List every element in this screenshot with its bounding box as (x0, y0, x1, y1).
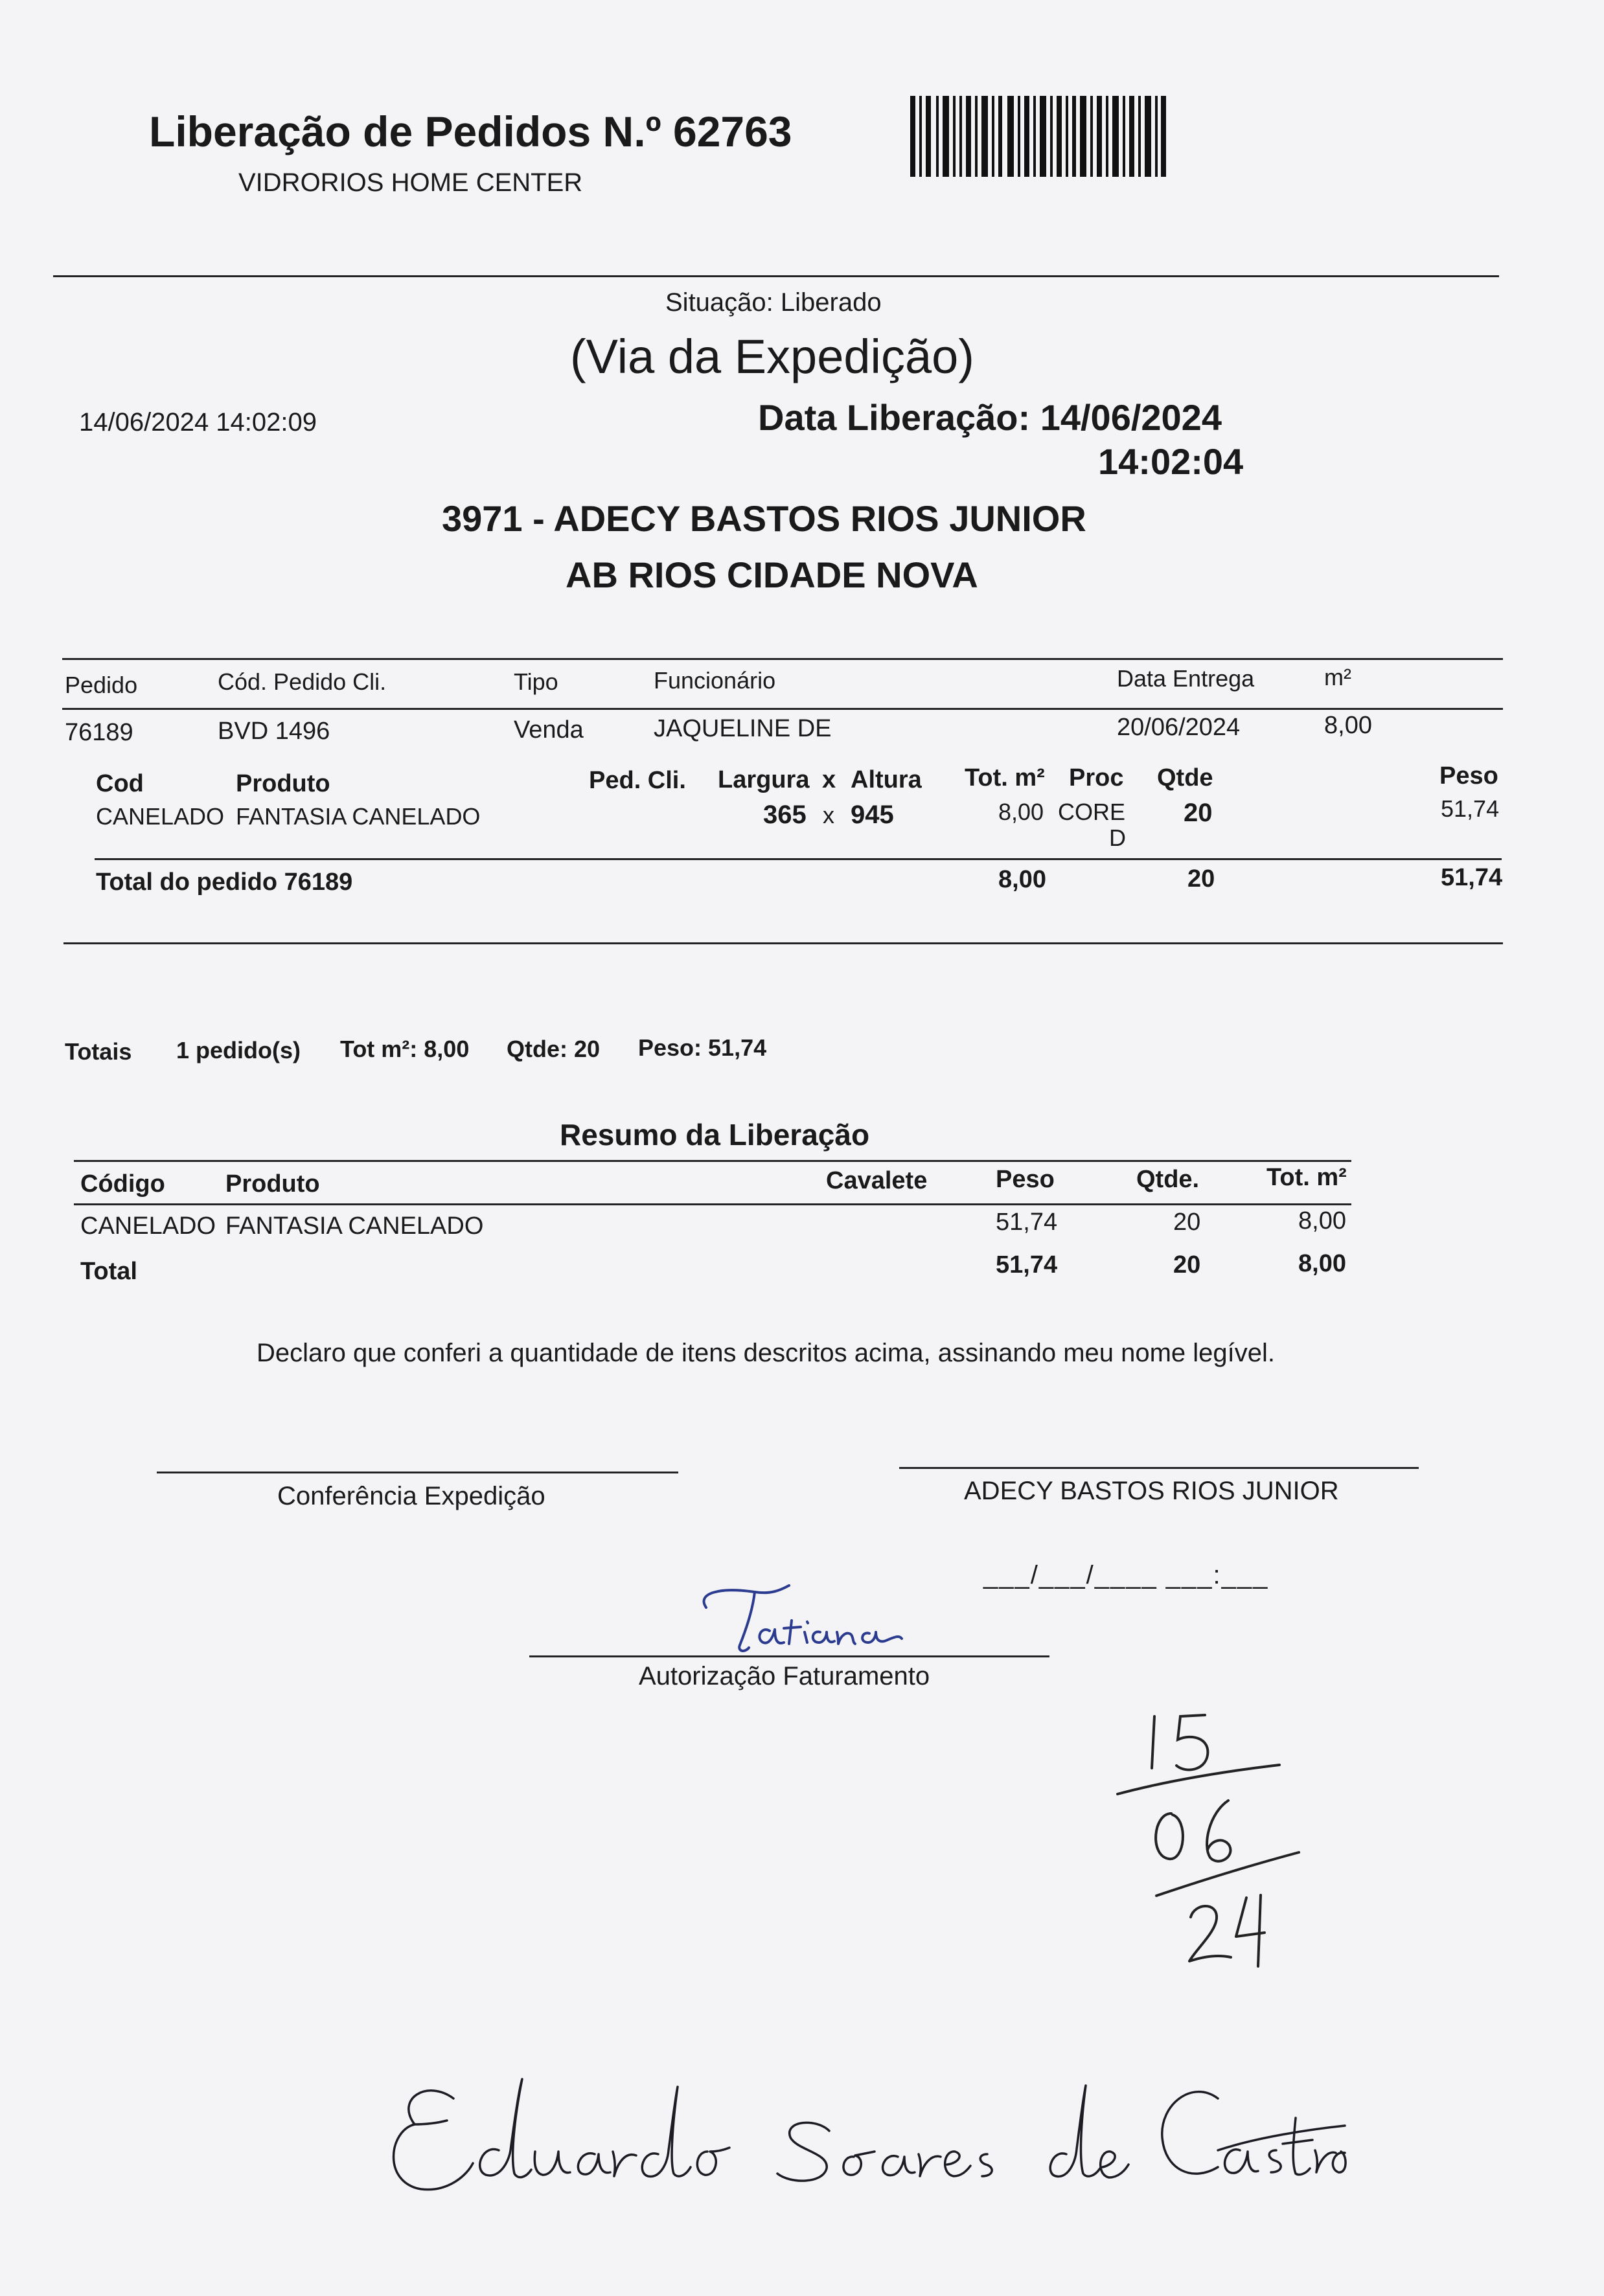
summary-col-qtde: Qtde. (1136, 1166, 1200, 1193)
order-total-label: Total do pedido 76189 (96, 869, 353, 896)
release-date: Data Liberação: 14/06/2024 (758, 397, 1222, 438)
barcode-icon (910, 96, 1166, 177)
summary-col-produto: Produto (225, 1170, 320, 1198)
summary-total-tot-m2: 8,00 (1298, 1250, 1346, 1277)
value-pedido: 76189 (65, 719, 133, 746)
client-name-label: ADECY BASTOS RIOS JUNIOR (964, 1477, 1339, 1505)
handwritten-year (1179, 1885, 1283, 1975)
totals-peso: Peso: 51,74 (638, 1034, 767, 1061)
item-altura: 945 (851, 801, 894, 829)
items-total-rule (95, 858, 1502, 860)
client-signature-line (899, 1467, 1419, 1469)
summary-codigo: CANELADO (80, 1212, 216, 1240)
order-total-qtde: 20 (1187, 865, 1215, 892)
col-funcionario: Funcionário (654, 667, 776, 694)
value-tipo: Venda (514, 716, 584, 744)
col-tipo: Tipo (514, 668, 558, 695)
totals-qtde: Qtde: 20 (507, 1036, 601, 1062)
value-funcionario: JAQUELINE DE (654, 715, 832, 742)
item-proc-cont: D (1109, 824, 1126, 851)
item-tot-m2: 8,00 (998, 799, 1044, 825)
item-x: x (823, 802, 834, 828)
item-col-ped-cli: Ped. Cli. (589, 767, 686, 794)
date-time-fill: ___/___/____ ___:___ (983, 1561, 1269, 1589)
col-data-entrega: Data Entrega (1117, 665, 1255, 692)
summary-peso: 51,74 (996, 1209, 1058, 1236)
summary-col-cavalete: Cavalete (826, 1167, 928, 1194)
value-data-entrega: 20/06/2024 (1117, 714, 1241, 741)
release-time: 14:02:04 (1098, 441, 1244, 482)
summary-title: Resumo da Liberação (560, 1118, 870, 1152)
via-heading: (Via da Expedição) (570, 330, 974, 383)
item-col-x: x (822, 766, 836, 793)
item-qtde: 20 (1184, 799, 1213, 827)
summary-qtde: 20 (1173, 1209, 1201, 1236)
summary-top-rule (74, 1160, 1351, 1162)
item-cod: CANELADO (96, 803, 225, 830)
summary-col-tot-m2: Tot. m² (1266, 1164, 1347, 1191)
item-col-qtde: Qtde (1157, 764, 1213, 791)
item-col-produto: Produto (236, 770, 330, 797)
conferencia-label: Conferência Expedição (277, 1482, 545, 1510)
handwritten-authorization-signature (693, 1580, 926, 1671)
totals-m2: Tot m²: 8,00 (340, 1036, 470, 1062)
header-divider (53, 275, 1499, 277)
summary-col-peso: Peso (996, 1166, 1055, 1193)
item-peso: 51,74 (1441, 795, 1500, 822)
item-largura: 365 (763, 801, 807, 829)
printed-timestamp: 14/06/2024 14:02:09 (79, 408, 317, 437)
value-cod-pedido-cli: BVD 1496 (218, 718, 330, 745)
summary-total-label: Total (80, 1258, 137, 1285)
summary-header-rule (74, 1203, 1351, 1205)
document-title: Liberação de Pedidos N.º 62763 (149, 108, 792, 155)
item-proc: CORE (1058, 799, 1126, 825)
order-header-bottom-rule (62, 708, 1503, 710)
summary-total-qtde: 20 (1173, 1251, 1201, 1279)
summary-tot-m2: 8,00 (1298, 1207, 1346, 1234)
item-col-altura: Altura (851, 766, 922, 793)
order-total-m2: 8,00 (998, 866, 1046, 893)
handwritten-name-signature (376, 2053, 1347, 2222)
customer-name: 3971 - ADECY BASTOS RIOS JUNIOR (442, 498, 1086, 539)
item-col-peso: Peso (1439, 762, 1498, 790)
item-col-proc: Proc (1069, 764, 1124, 791)
conferencia-signature-line (157, 1472, 678, 1473)
item-col-largura: Largura (718, 766, 810, 793)
summary-col-codigo: Código (80, 1170, 165, 1198)
totals-pedidos: 1 pedido(s) (176, 1037, 301, 1063)
declaration-text: Declaro que conferi a quantidade de itens descritos acima, assinando meu nome legível. (257, 1339, 1276, 1367)
summary-total-peso: 51,74 (996, 1251, 1058, 1279)
col-cod-pedido-cli: Cód. Pedido Cli. (218, 668, 387, 695)
customer-store: AB RIOS CIDADE NOVA (566, 554, 978, 595)
autorizacao-label: Autorização Faturamento (639, 1662, 930, 1690)
company-name: VIDRORIOS HOME CENTER (238, 168, 583, 197)
col-m2: m² (1324, 664, 1351, 690)
summary-produto: FANTASIA CANELADO (225, 1212, 484, 1240)
items-bottom-rule (63, 942, 1503, 944)
order-total-peso: 51,74 (1441, 864, 1503, 891)
value-m2: 8,00 (1324, 712, 1372, 739)
totals-label: Totais (65, 1038, 132, 1065)
item-col-cod: Cod (96, 770, 144, 797)
order-header-top-rule (62, 658, 1503, 660)
item-col-tot-m2: Tot. m² (965, 764, 1045, 791)
col-pedido: Pedido (65, 672, 138, 698)
status-text: Situação: Liberado (665, 288, 882, 317)
item-produto: FANTASIA CANELADO (236, 803, 481, 830)
